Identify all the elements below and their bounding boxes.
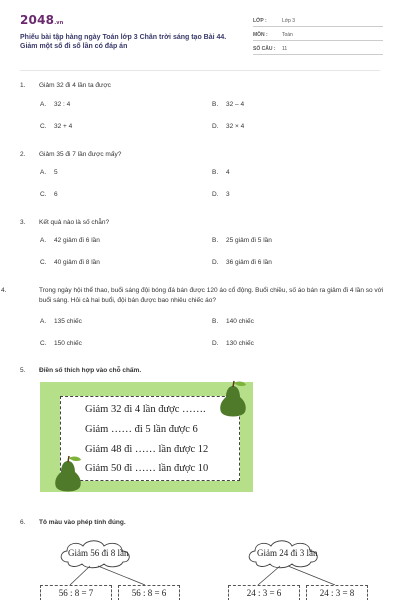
cloud-label: Giảm 56 đi 8 lần	[68, 548, 129, 558]
option-b[interactable]: B. 32 – 4	[212, 101, 245, 108]
meta-value: 11	[282, 46, 288, 52]
option-d[interactable]: D. 32 × 4	[212, 123, 245, 130]
pear-icon	[50, 455, 86, 495]
question-5	[20, 366, 380, 376]
header-divider	[20, 70, 380, 71]
meta-question-count	[253, 44, 383, 55]
worksheet-title: Phiếu bài tập hàng ngày Toán lớp 3 Chân trời sáng tạo Bài 44. Giảm một số đi số lần có đáp án	[20, 34, 227, 50]
logo-main: 2048	[20, 13, 55, 27]
question-text: 2. Giảm 35 đi 7 lần được mấy?	[20, 151, 122, 158]
question-3	[20, 218, 380, 228]
meta-value: Toán	[282, 32, 293, 38]
site-logo[interactable]	[20, 13, 64, 27]
option-b[interactable]: B. 25 giảm đi 5 lần	[212, 237, 272, 244]
option-a[interactable]: A. 42 giảm đi 6 lần	[40, 237, 100, 244]
option-c[interactable]: C. 150 chiếc	[40, 340, 82, 347]
question-2	[20, 150, 380, 160]
question-text: 4. Trong ngày hội thể thao, buổi sáng đội bóng đá bán được 120 áo cổ động. Buổi chiều, số áo bán ra giảm đi 4 lần so với buổi sáng. Hỏi cả hai buổi, đội bán được bao nhiêu chiếc áo?	[1, 287, 384, 304]
fill-blank-box	[60, 396, 240, 481]
option-d[interactable]: D. 130 chiếc	[212, 340, 254, 347]
option-a[interactable]: A. 135 chiếc	[40, 318, 82, 325]
cloud-label: Giảm 24 đi 3 lần	[257, 548, 318, 558]
worksheet-header	[0, 0, 400, 70]
option-d[interactable]: D. 3	[212, 191, 230, 198]
calc-box[interactable]: 24 : 3 = 6	[228, 585, 300, 600]
option-a[interactable]: A. 5	[40, 169, 58, 176]
calc-box[interactable]: 56 : 8 = 6	[118, 585, 180, 600]
fill-blank-line[interactable]: Giảm …… đi 5 lần được 6	[85, 424, 198, 435]
calc-box[interactable]: 56 : 8 = 7	[40, 585, 112, 600]
question-6	[20, 518, 380, 528]
meta-value: Lớp 3	[282, 18, 296, 24]
question-text: 1. Giảm 32 đi 4 lần ta được	[20, 82, 111, 89]
meta-key: SỐ CÂU :	[253, 46, 276, 52]
option-c[interactable]: C. 6	[40, 191, 58, 198]
meta-key: LỚP :	[253, 18, 267, 24]
question-4	[1, 286, 385, 306]
pear-icon	[215, 380, 251, 420]
fill-blank-line[interactable]: Giảm 50 đi …… lần được 10	[85, 463, 209, 474]
logo-suffix: .vn	[54, 20, 64, 26]
option-b[interactable]: B. 140 chiếc	[212, 318, 254, 325]
option-a[interactable]: A. 32 : 4	[40, 101, 71, 108]
question-text: 5. Điền số thích hợp vào chỗ chấm.	[20, 367, 142, 374]
meta-key: MÔN :	[253, 32, 268, 38]
option-c[interactable]: C. 32 + 4	[40, 123, 73, 130]
meta-subject	[253, 30, 383, 41]
meta-grade	[253, 16, 383, 27]
question-text: 6. Tô màu vào phép tính đúng.	[20, 519, 126, 526]
question-text: 3. Kết quả nào là số chẵn?	[20, 219, 110, 226]
question-1	[20, 81, 380, 91]
option-c[interactable]: C. 40 giảm đi 8 lần	[40, 259, 100, 266]
fill-blank-line[interactable]: Giảm 32 đi 4 lần được …….	[85, 404, 206, 415]
option-d[interactable]: D. 36 giảm đi 6 lần	[212, 259, 272, 266]
option-b[interactable]: B. 4	[212, 169, 230, 176]
calc-box[interactable]: 24 : 3 = 8	[306, 585, 368, 600]
fill-blank-line[interactable]: Giảm 48 đi …… lần được 12	[85, 444, 209, 455]
